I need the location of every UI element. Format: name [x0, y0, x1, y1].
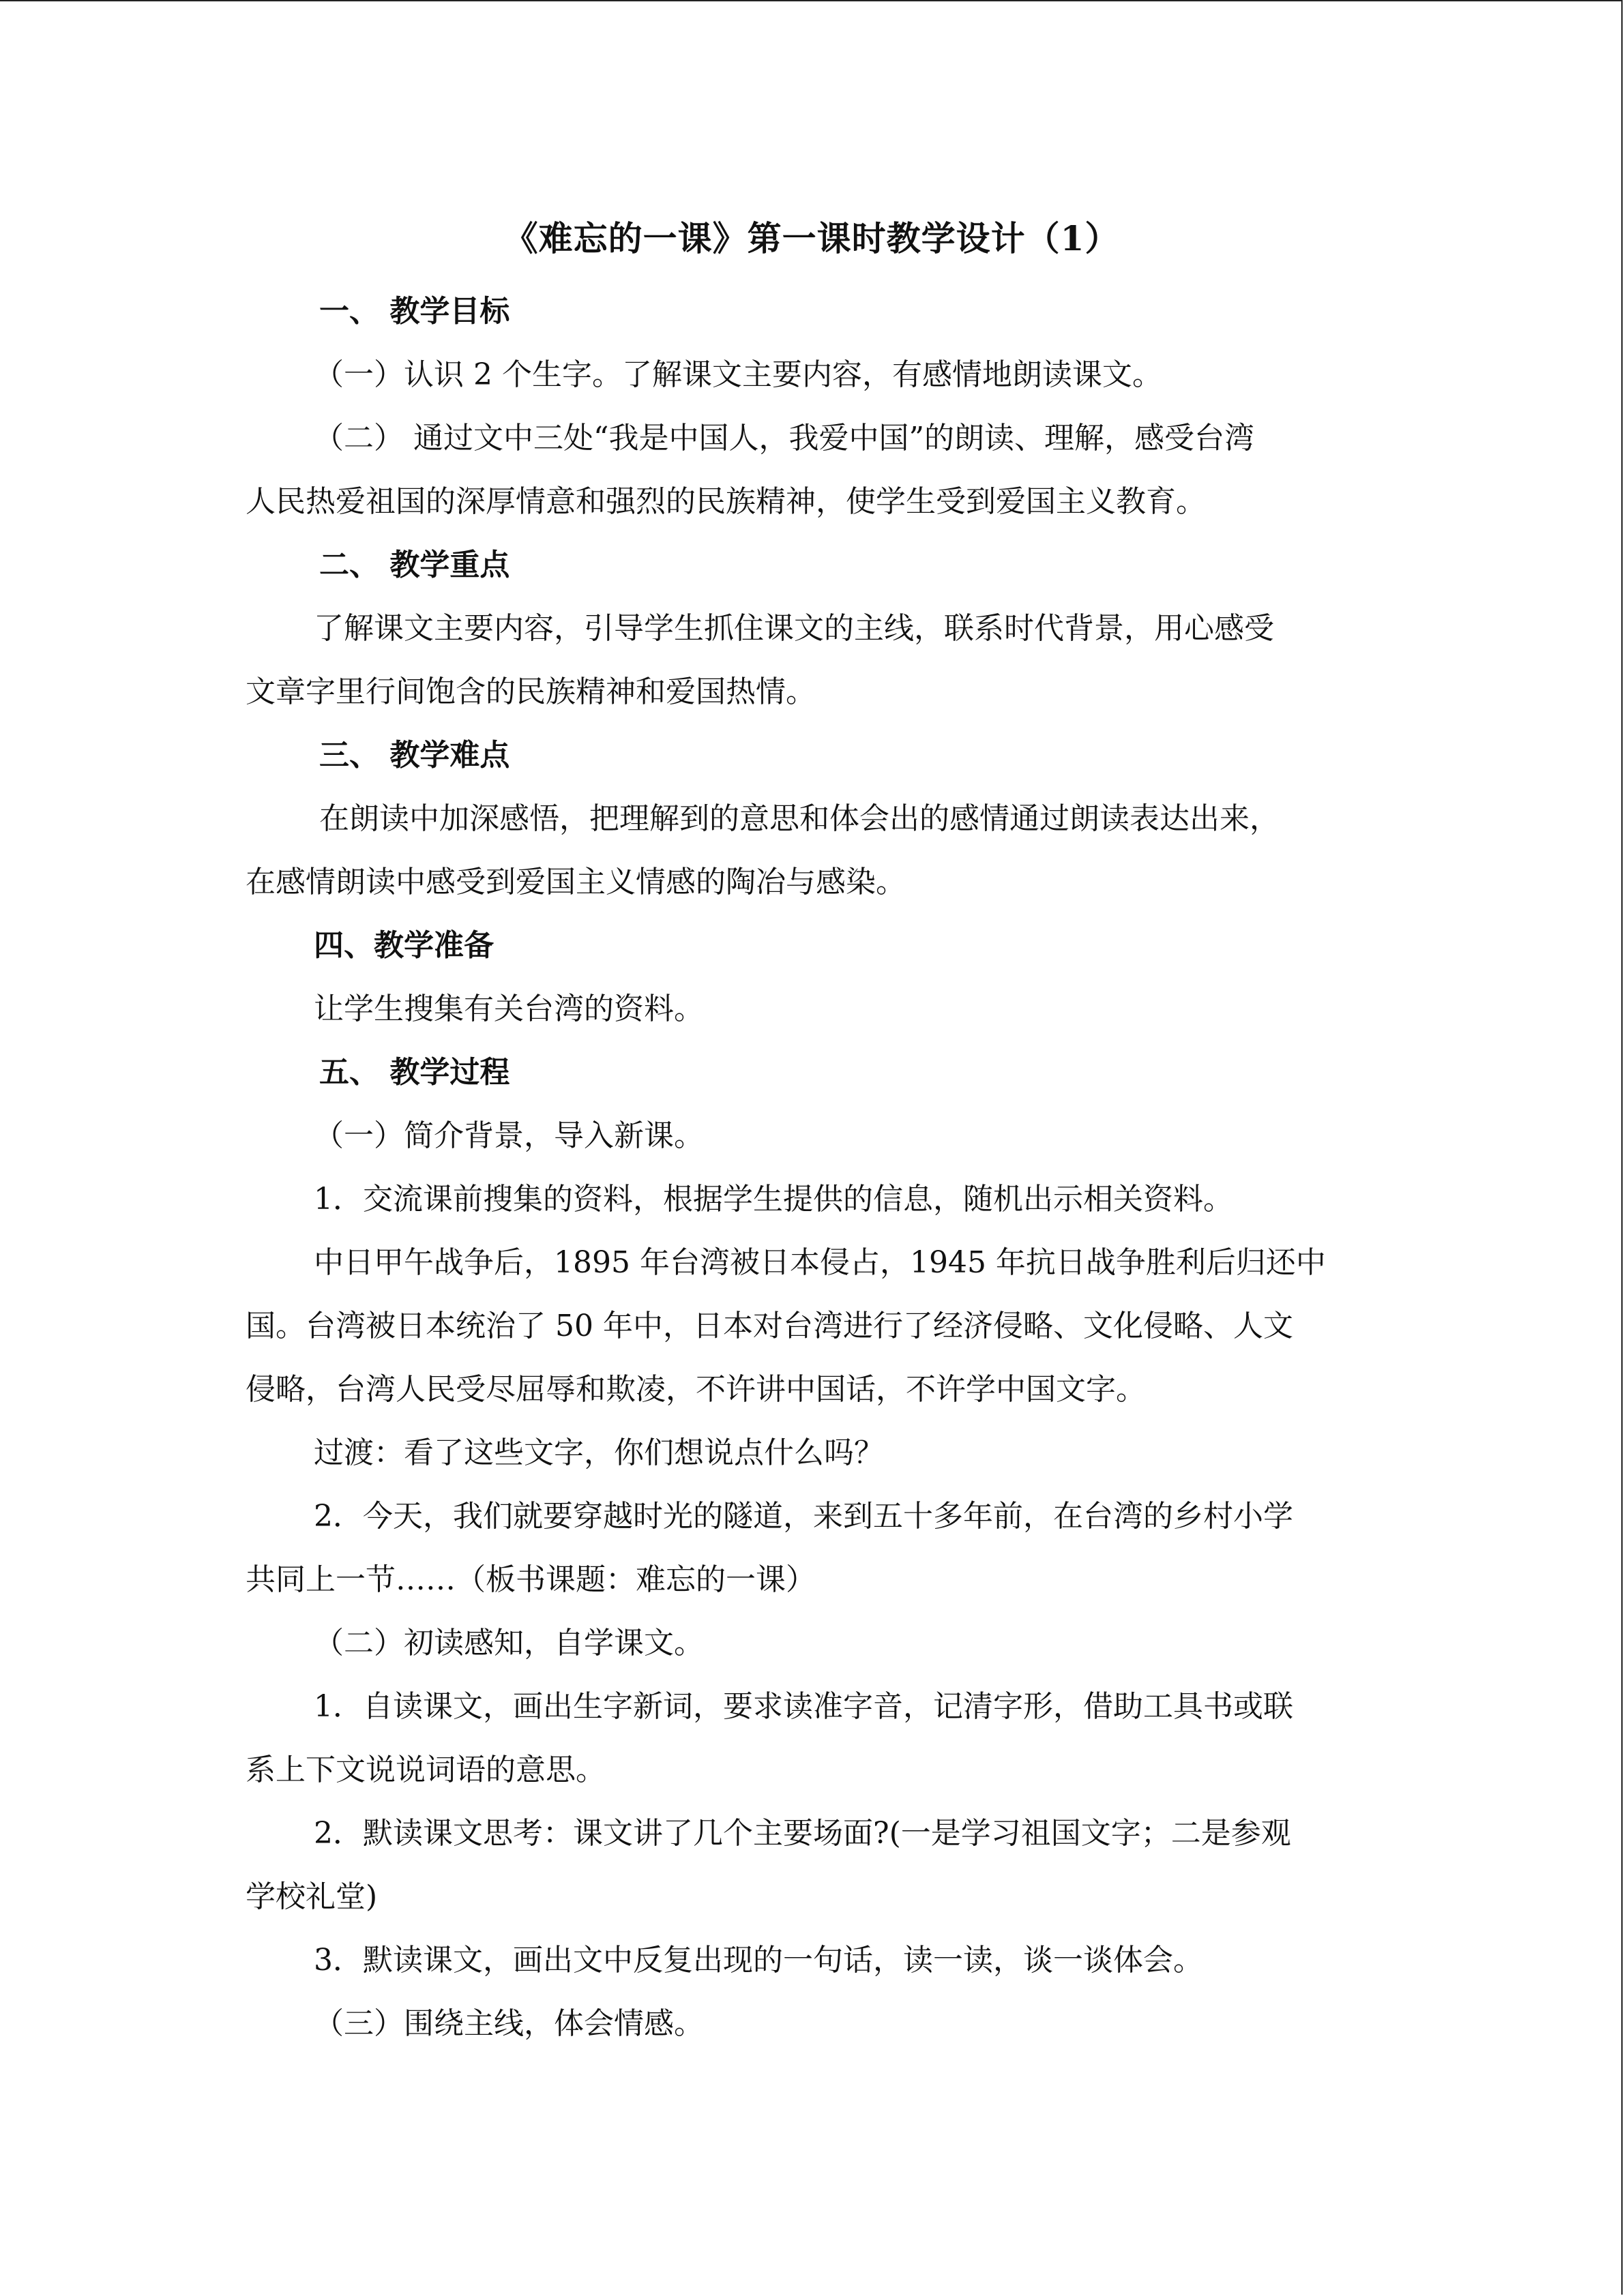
paragraph-line: 人民热爱祖国的深厚情意和强烈的民族精神，使学生受到爱国主义教育。	[246, 484, 1206, 519]
paragraph-line: 了解课文主要内容，引导学生抓住课文的主线，联系时代背景，用心感受	[314, 611, 1274, 646]
paragraph-line: （二）初读感知，自学课文。	[314, 1626, 704, 1660]
paragraph-line: 文章字里行间饱含的民族精神和爱国热情。	[246, 674, 816, 709]
paragraph-line: 系上下文说说词语的意思。	[246, 1753, 606, 1787]
paragraph-line: 在感情朗读中感受到爱国主义情感的陶冶与感染。	[246, 865, 906, 899]
paragraph-line: 在朗读中加深感悟，把理解到的意思和体会出的感情通过朗读表达出来，	[319, 801, 1280, 836]
section-heading: 三、 教学难点	[319, 738, 510, 773]
paragraph-line: 让学生搜集有关台湾的资料。	[314, 992, 704, 1026]
document-body	[246, 205, 1378, 2055]
paragraph-line: 中日甲午战争后，1895 年台湾被日本侵占，1945 年抗日战争胜利后归还中	[314, 1245, 1326, 1280]
paragraph-line: 过渡：看了这些文字，你们想说点什么吗？	[314, 1435, 884, 1470]
paragraph-line: 3．默读课文，画出文中反复出现的一句话，读一读，谈一谈体会。	[314, 1943, 1203, 1978]
paragraph-line: 国。台湾被日本统治了 50 年中，日本对台湾进行了经济侵略、文化侵略、人文	[246, 1309, 1293, 1343]
paragraph-line: 1．交流课前搜集的资料，根据学生提供的信息，随机出示相关资料。	[314, 1182, 1233, 1217]
paragraph-line: 学校礼堂)	[246, 1879, 378, 1914]
document-title: 《难忘的一课》第一课时教学设计（1）	[503, 218, 1120, 258]
paragraph-line: （一）简介背景，导入新课。	[314, 1118, 704, 1153]
section-heading: 二、 教学重点	[319, 548, 510, 582]
section-heading: 一、 教学目标	[319, 294, 510, 329]
section-heading: 五、 教学过程	[319, 1055, 510, 1090]
paragraph-line: 2．今天，我们就要穿越时光的隧道，来到五十多年前，在台湾的乡村小学	[314, 1499, 1293, 1534]
paragraph-line: 共同上一节……（板书课题：难忘的一课）	[246, 1562, 816, 1597]
section-heading: 四、教学准备	[314, 928, 494, 963]
document-lines	[246, 280, 1378, 2055]
paragraph-line: 2．默读课文思考：课文讲了几个主要场面?(一是学习祖国文字；二是参观	[314, 1816, 1291, 1851]
paragraph-line: （一）认识 2 个生字。了解课文主要内容，有感情地朗读课文。	[314, 357, 1162, 392]
paragraph-line: （二） 通过文中三处“我是中国人，我爱中国”的朗读、理解，感受台湾	[314, 421, 1254, 456]
paragraph-line: 侵略，台湾人民受尽屈辱和欺凌，不许讲中国话，不许学中国文字。	[246, 1372, 1146, 1407]
paragraph-line: （三）围绕主线，体会情感。	[314, 2006, 704, 2041]
paragraph-line: 1．自读课文，画出生字新词，要求读准字音，记清字形，借助工具书或联	[314, 1689, 1293, 1724]
